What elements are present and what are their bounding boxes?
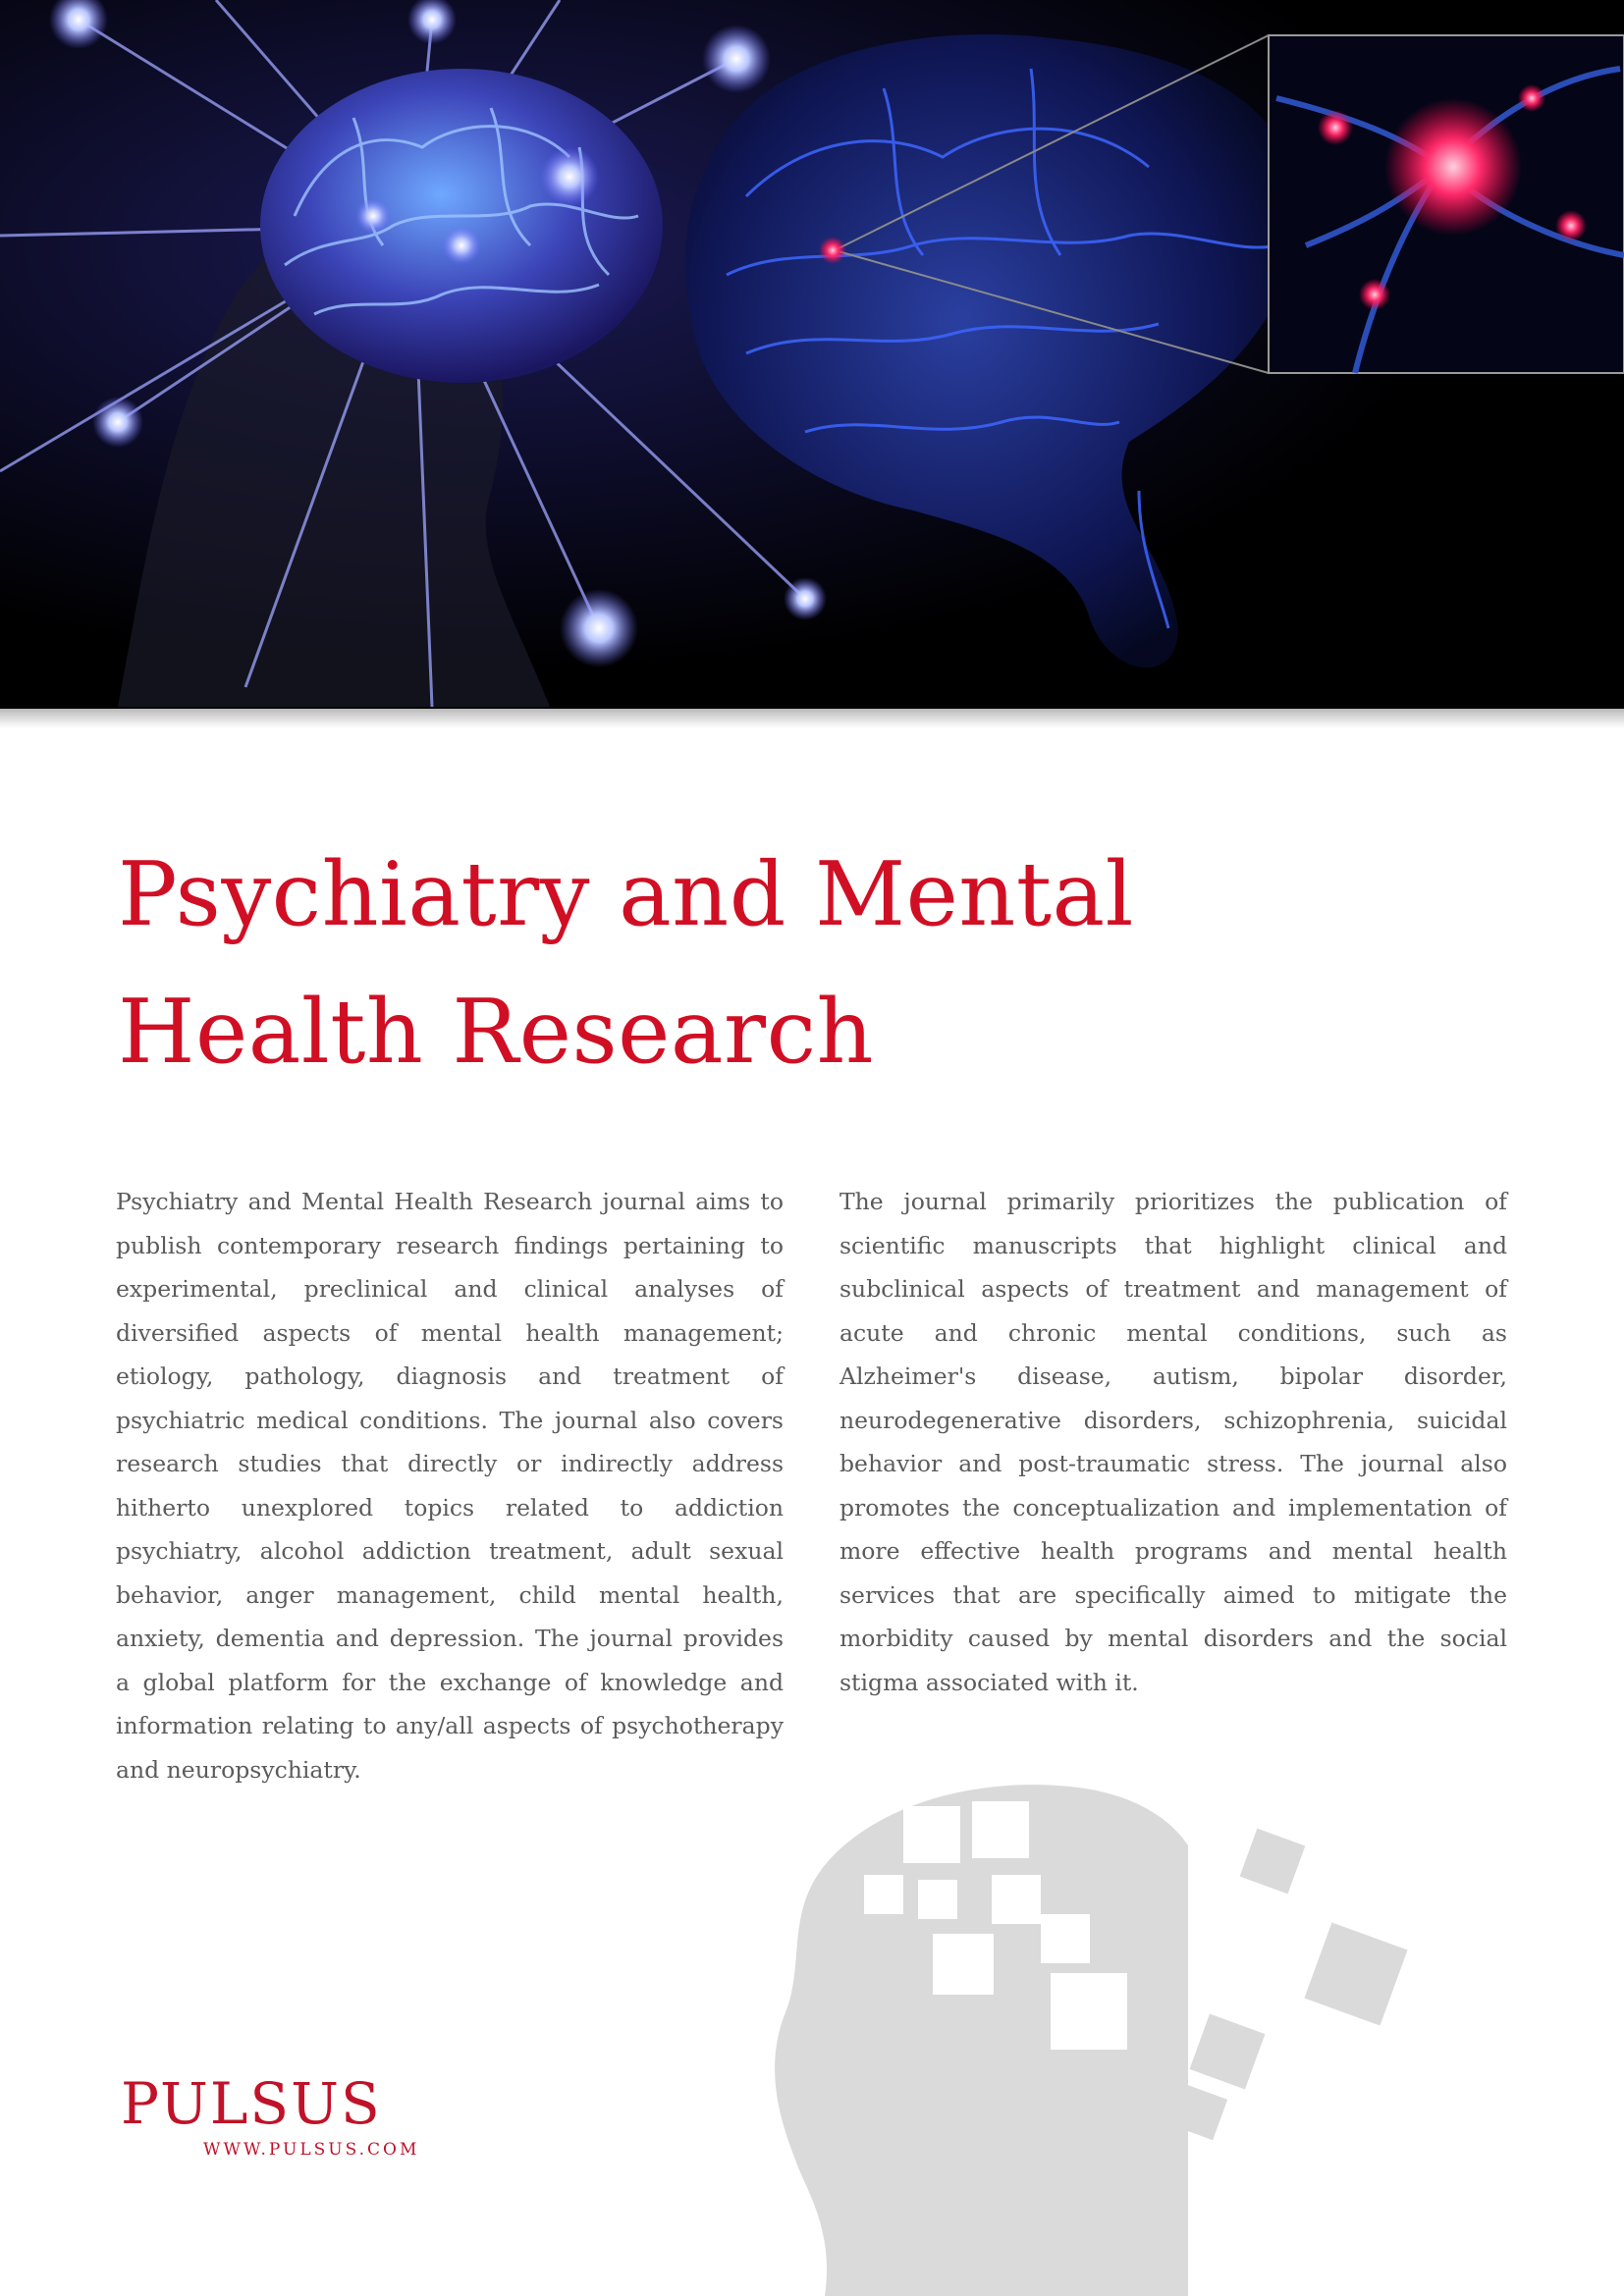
head-silhouette-icon [746,1767,1624,2296]
body-column-left: Psychiatry and Mental Health Research journal aims to publish contemporary research findings pertaining to experimental, preclinical and clinical analyses of diversified aspects of mental health management; etiology, pathology, diagnosis and treatment of psychiatric medical conditions. The journal also covers research studies that directly or indirectly address hitherto unexplored topics related to addiction psychiatry, alcohol addiction treatment, adult sexual behavior, anger management, child mental health, anxiety, dementia and depression. The journal provides a global platform for the exchange of knowledge and information relating to any/all aspects of psychotherapy and neuropsychiatry. [116,1188,784,1784]
hero-divider [0,709,1624,728]
title-line-1: Psychiatry and Mental [118,843,1134,946]
page-title [118,827,1394,1101]
hero-image [0,0,1624,709]
brand-url[interactable]: WWW.PULSUS.COM [203,2140,420,2160]
body-column-right: The journal primarily prioritizes the publication of scientific manuscripts that highlight clinical and subclinical aspects of treatment and management of acute and chronic mental conditions, such as Alzheimer's disease, autism, bipolar disorder, neurodegenerative disorders, schizophrenia, suicidal behavior and post-traumatic stress. The journal also promotes the conceptualization and implementation of more effective health programs and mental health services that are specifically aimed to mitigate the morbidity caused by mental disorders and the social stigma associated with it. [839,1188,1507,1696]
brain-neuron-icon [0,0,1624,709]
title-line-2: Health Research [118,981,874,1084]
brand-name: PULSUS [121,2070,382,2137]
pulsus-logo [121,2069,419,2162]
